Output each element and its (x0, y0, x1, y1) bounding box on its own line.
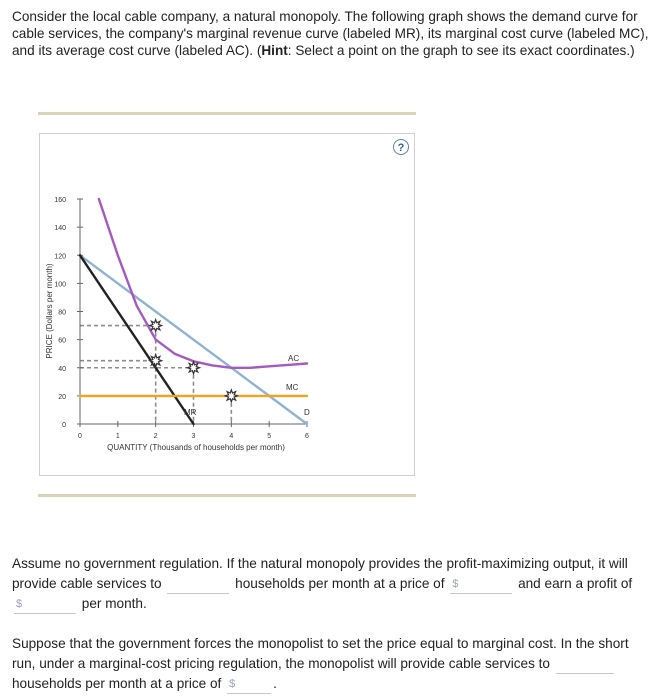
q1-quantity-blank (167, 575, 229, 594)
mr-curve (80, 255, 194, 424)
q2-text-1: Suppose that the government forces the monopolist to set the price equal to marginal cost. In the short run, under a marginal-cost pricing regulation, the monopolist will provide cable services to (12, 636, 629, 671)
q2-price-blank (227, 675, 271, 694)
mc-price-point-marker[interactable] (225, 390, 237, 402)
q2-price-input[interactable] (235, 676, 415, 692)
x-tick-label: 5 (267, 433, 272, 440)
ac-price-point-marker[interactable] (188, 362, 200, 374)
q2-quantity-input[interactable] (556, 655, 614, 671)
ac-curve (99, 199, 307, 368)
y-tick-label: 120 (54, 253, 66, 261)
x-axis-title: QUANTITY (Thousands of households per month) (107, 443, 285, 452)
hint-label: Hint (261, 43, 288, 58)
q1-profit-blank (14, 595, 76, 614)
intro-text-b: : Select a point on the graph to see its exact coordinates.) (287, 43, 635, 58)
label-d: D (304, 408, 310, 417)
q1-profit-dollar: $ (16, 598, 23, 610)
q1-price-dollar: $ (452, 578, 459, 590)
label-ac: AC (288, 354, 300, 363)
q2-quantity-blank (556, 655, 614, 674)
question-1 (12, 554, 652, 614)
q2-price-dollar: $ (229, 678, 236, 690)
y-tick-label: 40 (58, 365, 66, 373)
intro-text-a: Consider the local cable company, a natural monopoly. The following graph shows the demand curve for cable services, the company's marginal revenue curve (labeled MR), its marginal cost curve (labeled MC), and its average cost curve (labeled AC). ( (12, 9, 649, 58)
help-icon[interactable]: ? (393, 139, 409, 155)
y-tick-label: 0 (62, 422, 66, 429)
monopoly-price-marker[interactable] (150, 320, 162, 332)
x-tick-label: 0 (78, 433, 82, 440)
y-tick-label: 140 (54, 225, 66, 233)
text-layer (45, 197, 310, 452)
q1-text-1: Assume no government regulation. If the natural monopoly provides the profit-maximizing output, it will provide cable services to (12, 556, 628, 591)
bottom-divider (38, 494, 416, 497)
x-tick-label: 6 (305, 433, 309, 440)
question-2 (12, 634, 652, 694)
y-tick-label: 60 (58, 337, 66, 345)
q1-text-2: households per month at a price of (235, 576, 445, 591)
y-tick-label: 160 (54, 197, 66, 204)
x-tick-label: 4 (229, 433, 234, 440)
q2-text-2: households per month at a price of (12, 676, 222, 691)
q1-quantity-input[interactable] (167, 575, 229, 591)
q1-text-4: per month. (81, 596, 147, 611)
monopoly-ac-marker[interactable] (150, 355, 162, 367)
label-mc: MC (286, 383, 299, 392)
label-mr: MR (184, 408, 197, 417)
y-axis-title: PRICE (Dollars per month) (45, 263, 54, 359)
q1-price-blank (450, 575, 512, 594)
q1-text-3: and earn a profit of (518, 576, 633, 591)
x-tick-label: 3 (191, 433, 196, 440)
y-tick-label: 20 (58, 393, 66, 401)
x-tick-label: 1 (115, 433, 120, 440)
x-tick-label: 2 (153, 433, 158, 440)
q2-text-3: . (273, 676, 277, 691)
y-tick-label: 100 (54, 281, 66, 289)
y-tick-label: 80 (58, 309, 66, 317)
